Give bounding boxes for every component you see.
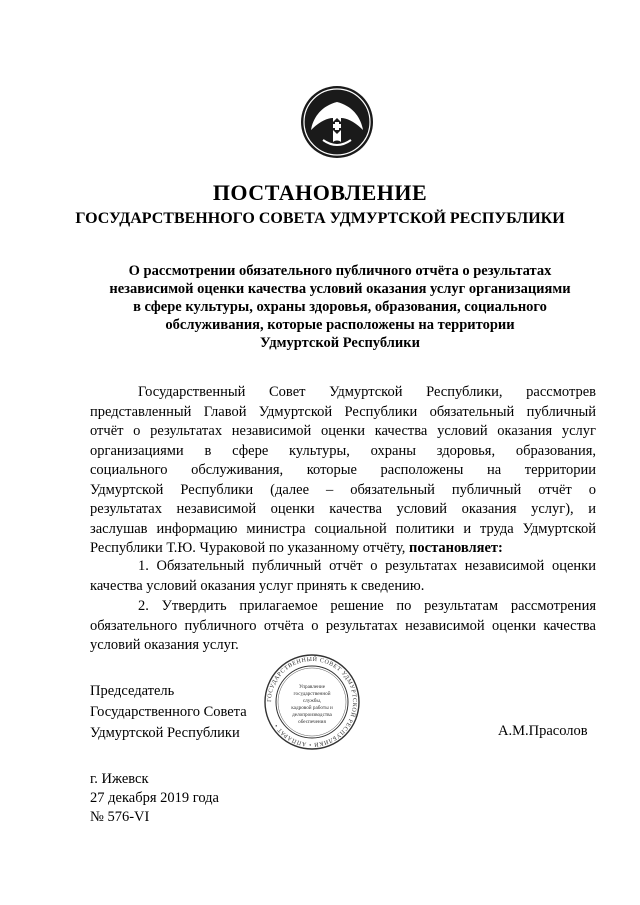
stamp-line: Управление (298, 684, 326, 690)
stamp-line: государственной (293, 691, 331, 697)
paragraph-line: социального обслуживания, которые расположены на территории (90, 462, 596, 478)
official-round-stamp-icon (262, 652, 362, 752)
position-line: Государственного Совета (90, 704, 247, 720)
paragraph-line: качества условий оказания услуг принять к сведению. (90, 577, 425, 594)
position-line: Удмуртской Республики (90, 725, 240, 741)
paragraph-line: отчёт о результатах независимой оценки качества условий оказания услуг (90, 423, 596, 439)
document-subtitle: ГОСУДАРСТВЕННОГО СОВЕТА УДМУРТСКОЙ РЕСПУБЛИКИ (75, 210, 565, 227)
paragraph-text: Республики Т.Ю. Чураковой по указанному отчёту, (90, 540, 406, 556)
signatory-position (90, 681, 247, 744)
document-footer (90, 770, 219, 827)
udmurtia-coat-of-arms-icon (299, 84, 375, 160)
heading-line: независимой оценки качества условий оказания услуг организациями (109, 281, 571, 297)
stamp-line: службы, (302, 698, 322, 704)
preamble-paragraph (90, 383, 596, 559)
document-number: № 576-VI (90, 809, 150, 825)
item-2-paragraph (90, 597, 596, 656)
heading-line: обслуживания, которые расположены на территории (165, 317, 515, 333)
resolution-heading (80, 262, 600, 352)
stamp-line: кадровой работы и (291, 705, 333, 711)
place-of-adoption: г. Ижевск (90, 771, 149, 787)
coat-of-arms-emblem (299, 84, 375, 160)
adoption-date: 27 декабря 2019 года (90, 790, 219, 806)
paragraph-line: представленный Главой Удмуртской Республики обязательный публичный (90, 403, 596, 420)
paragraph-line: 1. Обязательный публичный отчёт о результатах независимой оценки (138, 558, 596, 574)
resolves-keyword: постановляет: (409, 540, 503, 556)
paragraph-line: результатах независимой оценки качества условий оказания услуг), и (90, 501, 596, 517)
stamp-line: делопроизводства (292, 712, 332, 718)
paragraph-line: организациями в сфере культуры, охраны здоровья, образования, (90, 442, 596, 459)
paragraph-line: 2. Утвердить прилагаемое решение по результатам рассмотрения (138, 598, 596, 614)
position-line: Председатель (90, 683, 175, 699)
heading-line: в сфере культуры, охраны здоровья, образования, социального (133, 299, 547, 315)
signatory-name: А.М.Прасолов (498, 723, 588, 739)
official-stamp (262, 652, 362, 752)
stamp-line: обеспечения (298, 719, 326, 725)
paragraph-last-line (90, 539, 596, 559)
item-1-paragraph (90, 557, 596, 596)
paragraph-line: заслушав информацию министра социальной политики и труда Удмуртской (90, 520, 596, 537)
heading-line: О рассмотрении обязательного публичного отчёта о результатах (128, 263, 552, 279)
document-title: ПОСТАНОВЛЕНИЕ (212, 180, 428, 205)
paragraph-line: Государственный Совет Удмуртской Республики, рассмотрев (138, 384, 596, 400)
heading-line: Удмуртской Республики (260, 335, 420, 351)
paragraph-line: условий оказания услуг. (90, 637, 239, 653)
paragraph-line: Удмуртской Республики (далее – обязательный публичный отчёт о (90, 481, 596, 498)
stamp-ring-text: ГОСУДАРСТВЕННЫЙ СОВЕТ УДМУРТСКОЙ РЕСПУБЛИКИ • АППАРАТ • (266, 656, 358, 748)
paragraph-line: обязательного публичного отчёта о результатах независимой оценки качества (90, 617, 596, 634)
